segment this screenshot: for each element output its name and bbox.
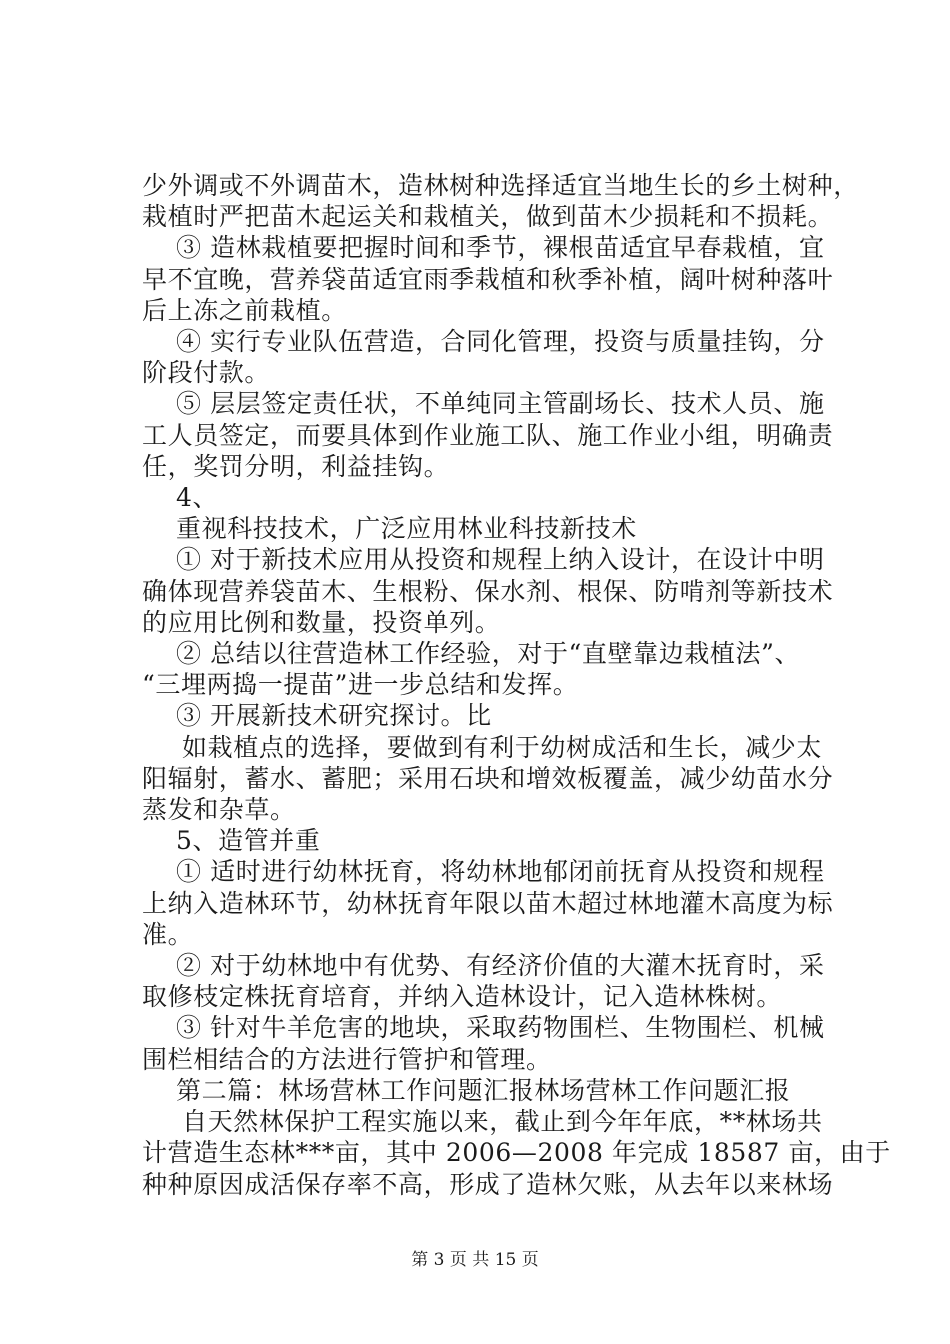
text-line: 自天然林保护工程实施以来，截止到今年年底，**林场共 [182, 1107, 823, 1137]
text-line: 上纳入造林环节，幼林抚育年限以苗木超过林地灌木高度为标 [142, 888, 834, 918]
text-line: ③ 开展新技术研究探讨。比 [176, 701, 492, 731]
section-number: 4、 [176, 483, 219, 513]
text-line: ② 总结以往营造林工作经验，对于“直壁靠边栽植法”、 [176, 639, 801, 669]
text-line: ③ 造林栽植要把握时间和季节，裸根苗适宜早春栽植，宜 [176, 233, 825, 263]
text-line: 工人员签定，而要具体到作业施工队、施工作业小组，明确责 [142, 420, 834, 450]
text-line: 取修枝定株抚育培育，并纳入造林设计，记入造林株树。 [142, 982, 783, 1012]
text-line: ② 对于幼林地中有优势、有经济价值的大灌木抚育时，采 [176, 951, 825, 981]
text-line: 栽植时严把苗木起运关和栽植关，做到苗木少损耗和不损耗。 [142, 202, 834, 232]
text-line: 如栽植点的选择，要做到有利于幼树成活和生长，减少太 [182, 732, 823, 762]
text-line: 种种原因成活保存率不高，形成了造林欠账，从去年以来林场 [142, 1169, 834, 1199]
text-line: 的应用比例和数量，投资单列。 [142, 607, 501, 637]
text-line: 任，奖罚分明，利益挂钩。 [142, 451, 450, 481]
text-line: 阶段付款。 [142, 358, 271, 388]
text-line: ③ 针对牛羊危害的地块，采取药物围栏、生物围栏、机械 [176, 1013, 825, 1043]
section-heading: 重视科技技术，广泛应用林业科技新技术 [176, 514, 637, 544]
text-line: 早不宜晚，营养袋苗适宜雨季栽植和秋季补植，阔叶树种落叶 [142, 264, 834, 294]
text-line: “三埋两捣一提苗”进一步总结和发挥。 [142, 670, 579, 700]
text-line: 后上冻之前栽植。 [142, 295, 347, 325]
text-line: 准。 [142, 919, 194, 949]
text-line: ① 适时进行幼林抚育，将幼林地郁闭前抚育从投资和规程 [176, 857, 825, 887]
text-line: 围栏相结合的方法进行管护和管理。 [142, 1044, 552, 1074]
document-body [142, 170, 891, 1200]
text-line: 阳辐射，蓄水、蓄肥；采用石块和增效板覆盖，减少幼苗水分 [142, 763, 834, 793]
page-footer: 第 3 页 共 15 页 [411, 1250, 539, 1270]
text-line: ⑤ 层层签定责任状，不单纯同主管副场长、技术人员、施 [176, 389, 825, 419]
text-line: 蒸发和杂草。 [142, 795, 296, 825]
text-line: 计营造生态林***亩，其中 2006—2008 年完成 18587 亩，由于 [142, 1138, 891, 1168]
section-heading: 5、造管并重 [176, 826, 321, 856]
chapter-heading: 第二篇：林场营林工作问题汇报林场营林工作问题汇报 [176, 1075, 791, 1105]
text-line: ④ 实行专业队伍营造，合同化管理，投资与质量挂钩，分 [176, 327, 825, 357]
text-line: ① 对于新技术应用从投资和规程上纳入设计，在设计中明 [176, 545, 825, 575]
text-line: 确体现营养袋苗木、生根粉、保水剂、根保、防啃剂等新技术 [142, 576, 834, 606]
text-line: 少外调或不外调苗木，造林树种选择适宜当地生长的乡土树种， [142, 171, 859, 200]
